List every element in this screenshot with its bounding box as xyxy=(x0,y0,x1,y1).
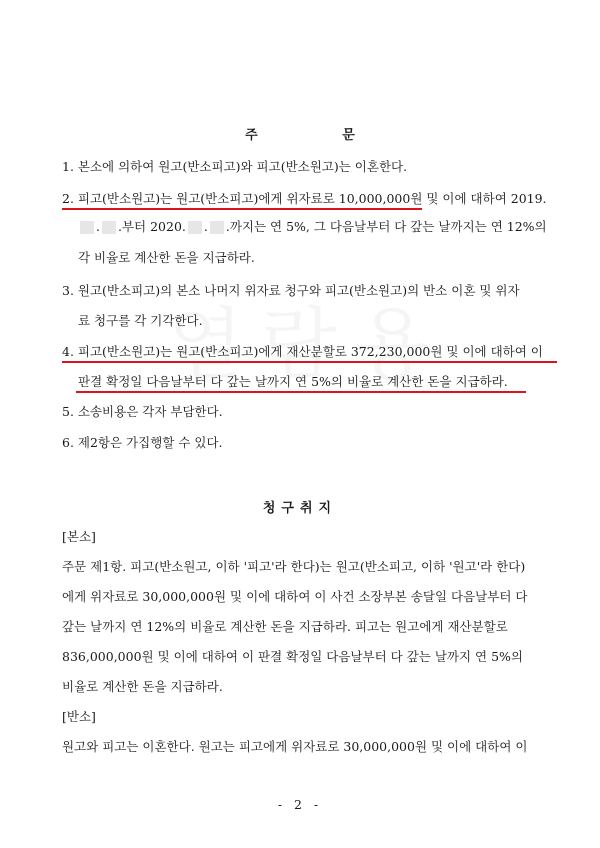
main-suit-line: 에게 위자료로 30,000,000원 및 이에 대하여 이 사건 소장부본 송달일 다음날부터 다 xyxy=(62,589,528,604)
main-suit-line: 주문 제1항. 피고(반소원고, 이하 '피고'라 한다)는 원고(반소피고, 이하 '원고'라 한다) xyxy=(62,559,526,574)
red-underline xyxy=(62,208,422,210)
page-number: - 2 - xyxy=(277,797,323,812)
order-item-2-until: .까지는 연 5%, 그 다음날부터 다 갚는 날까지는 연 12%의 xyxy=(225,219,547,234)
redacted-date xyxy=(80,221,94,234)
redacted-date xyxy=(210,221,224,234)
order-item-4: 4. 피고(반소원고)는 원고(반소피고)에게 재산분할로 372,230,000원 및 이에 대하여 이 xyxy=(62,344,543,359)
main-suit-line: 비율로 계산한 돈을 지급하라. xyxy=(62,679,223,694)
red-underline xyxy=(76,391,526,393)
order-item-2: 2. 피고(반소원고)는 원고(반소피고)에게 위자료로 10,000,000원 및 이에 대하여 2019. xyxy=(62,191,547,206)
redacted-date xyxy=(102,221,116,234)
order-item-2-dates: . .부터 2020. . .까지는 연 5%, 그 다음날부터 다 갚는 날까지는 연 12%의 xyxy=(78,218,600,236)
counter-suit-label: [반소] xyxy=(62,709,96,724)
red-underline xyxy=(62,361,557,363)
order-item-3: 3. 원고(반소피고)의 본소 나머지 위자료 청구와 피고(반소원고)의 반소 이혼 및 위자 xyxy=(62,283,520,298)
main-suit-line: 836,000,000원 및 이에 대하여 이 판결 확정일 다음날부터 다 갚는 날까지 연 5%의 xyxy=(62,649,523,664)
claim-heading: 청구취지 xyxy=(262,501,338,516)
counter-suit-line: 원고와 피고는 이혼한다. 원고는 피고에게 위자료로 30,000,000원 및 이에 대하여 이 xyxy=(62,739,528,754)
order-item-6: 6. 제2항은 가집행할 수 있다. xyxy=(62,435,223,450)
order-item-2-from: .부터 2020. xyxy=(117,219,186,234)
order-item-5: 5. 소송비용은 각자 부담한다. xyxy=(62,404,223,419)
order-item-4-cont: 판결 확정일 다음날부터 다 갚는 날까지 연 5%의 비율로 계산한 돈을 지급하라. xyxy=(78,374,508,389)
main-suit-label: [본소] xyxy=(62,529,96,544)
order-heading: 주 문 xyxy=(245,128,395,143)
redacted-date xyxy=(188,221,202,234)
order-item-2-cont: 각 비율로 계산한 돈을 지급하라. xyxy=(78,250,255,265)
order-item-1: 1. 본소에 의하여 원고(반소피고)와 피고(반소원고)는 이혼한다. xyxy=(62,159,408,174)
order-item-3-cont: 료 청구를 각 기각한다. xyxy=(78,313,203,328)
main-suit-line: 갚는 날까지 연 12%의 비율로 계산한 돈을 지급하라. 피고는 원고에게 재산분할로 xyxy=(62,619,508,634)
